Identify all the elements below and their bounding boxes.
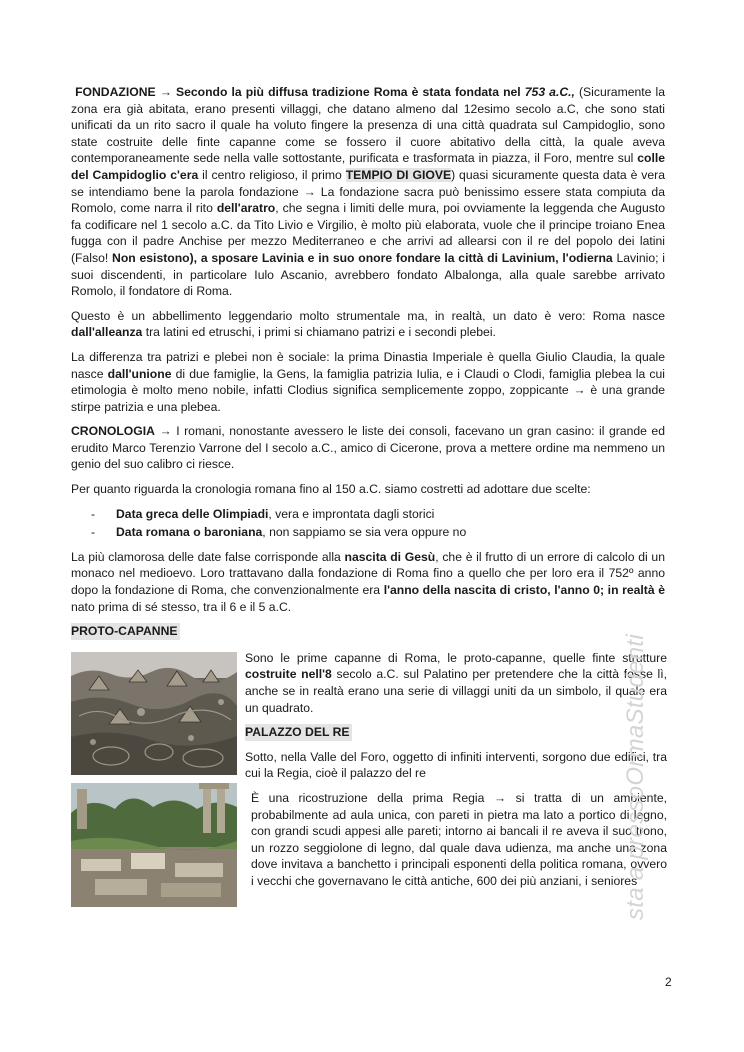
bold-run: dall'unione (107, 366, 172, 381)
text-run: → I romani, nonostante avessero le liste dei consoli, facevano un gran casino: il grande ed erudito Marco Terenzio Varrone del I secolo a.C., amico di Cicerone, prova a mettere ordine ma nemmeno un genio del suo calibro ci riesce. (71, 424, 665, 472)
text-run: La più clamorosa delle date false corrisponde alla (71, 549, 345, 564)
choices-list (71, 506, 665, 541)
text-run: Questo è un abbellimento leggendario molto strumentale ma, in realtà, un dato è vero: Roma nasce (71, 308, 665, 323)
bold-run: dall'alleanza (71, 325, 143, 340)
text-run: , non sappiamo se sia vera oppure no (262, 525, 467, 540)
bold-run: costruite nell'8 (245, 667, 332, 682)
list-item (91, 506, 665, 523)
text-run: il centro religioso, il primo (198, 167, 346, 182)
paragraph-scelte-intro: Per quanto riguarda la cronologia romana fino al 150 a.C. siamo costretti ad adottare due scelte: (71, 482, 591, 497)
heading-proto-capanne: PROTO-CAPANNE (71, 624, 178, 639)
bold-run: dell'aratro (216, 201, 276, 216)
watermark: sta a pressoOrmaStudenti (622, 633, 649, 920)
cronologia-heading: CRONOLOGIA (71, 424, 155, 439)
text-run: Lavinio; i suoi discendenti, in particolare Iulo Ascanio, avrebbero fondato Albalonga, alla quale sarebbe arrivato Romolo, il fondatore di Roma. (71, 250, 665, 299)
list-dash: - (91, 506, 96, 521)
fondazione-lead: FONDAZIONE → Secondo la più diffusa tradizione Roma è stata fondata nel (75, 85, 525, 99)
bold-run: Data greca delle Olimpiadi (116, 506, 269, 521)
text-run: , che segna i limiti delle mura, poi ovviamente la leggenda che Augusto fa codificare nel 1 secolo a.C. da Tito Livio e Virgilio, è molto più elaborata, vuole che il principe troiano Enea fugga con il padre Anchise per mezzo Mediterraneo e che arrivi ad allearsi con il re del popolo dei latini (Falso! (71, 201, 665, 265)
list-item (91, 524, 665, 541)
highlight-tempio-di-giove: TEMPIO DI GIOVE (345, 167, 452, 182)
bold-run: Non esistono), a sposare Lavinia e in suo onore fondare la città di Lavinium, l'odierna (112, 250, 613, 265)
text-run: di due famiglie, la Gens, la famiglia patrizia Iulia, e i Claudi o Clodi, famiglia plebea la cui etimologia è molto meno nobile, infatti Clodius significa semplicemente zoppo, zoppicante → è una grande stirpe patrizia e una plebea. (71, 366, 665, 414)
paragraph-cronologia (71, 423, 665, 473)
bold-run: Data romana o baroniana (116, 525, 263, 540)
text-run: tra latini ed etruschi, i primi si chiamano patrizi e i secondi plebei. (142, 325, 496, 340)
paragraph-abbellimento (71, 308, 665, 341)
paragraph-palazzo-re-1: Sotto, nella Valle del Foro, oggetto di infiniti interventi, sorgono due edifici, tra cui la Regia, cioè il palazzo del re (245, 749, 667, 781)
text-run: Sono le prime capanne di Roma, le proto-capanne, quelle finte strutture (245, 650, 667, 665)
heading-palazzo-del-re: PALAZZO DEL RE (245, 725, 350, 740)
fondazione-date: 753 a.C., (524, 85, 575, 99)
roman-forum-ruins-photo (71, 783, 237, 907)
page-content (71, 84, 665, 918)
proto-capanne-section (71, 650, 665, 918)
paragraph-proto-capanne (245, 650, 667, 716)
model-of-proto-huts-photo (71, 652, 237, 775)
paragraph-palazzo-re-2: È una ricostruzione della prima Regia → si tratta di un ambiente, probabilmente ad aula unica, con pareti in pietra ma lato a portico di legno, con grandi scudi appesi alle pareti; intorno ai bancali il re aveva il suo trono, un rozzo seggiolone di legno, dal quale dava udienza, ma anche una zona dove invitava a banchetto i principali esponenti della politica romana, ovvero i vecchi che governavano le città antiche, 600 dei più anziani, i seniores (251, 790, 667, 888)
bold-run: nascita di Gesù (344, 549, 436, 564)
proto-capanne-text (245, 650, 667, 898)
bold-run: l'anno della nascita di cristo, l'anno 0; in realtà è (383, 583, 666, 598)
text-run: ) quasi sicuramente questa data è vera se intendiamo bene la parola fondazione → La fondazione sacra può benissimo essere stata compiuta da Romolo, come narra il rito (71, 167, 665, 216)
list-dash: - (91, 525, 96, 540)
page-number: 2 (665, 975, 672, 989)
bold-run: colle del Campidoglio c'era (71, 151, 665, 182)
paragraph-differenza (71, 349, 665, 415)
text-run: nato prima di sé stesso, tra il 6 e il 5 a.C. (71, 599, 292, 614)
text-run: , che è il frutto di un errore di calcolo di un monaco nel medioevo. Loro trattavano dalla fondazione di Roma fino a quello che per loro era il 752º anno dopo la fondazione di Roma, che convenzionalmente era (71, 549, 665, 598)
text-run: (Sicuramente la zona era già abitata, erano presenti villaggi, che datano almeno dal 12esimo secolo a.C, che sono stati unificati da un rito sacro il quale ha voluto fingere la presenza di una città quadrata sul Campidoglio, sono state costruite delle finte capanne come se fossero il cuore abitativo della città, la quale aveva contemporaneamente sede nella valle sottostante, purificata e trasformata in piazza, il Foro, mentre sul (71, 85, 666, 166)
text-run: La differenza tra patrizi e plebei non è sociale: la prima Dinastia Imperiale è quella Giulio Claudia, la quale nasce (71, 349, 665, 381)
text-run: secolo a.C. sul Palatino per pretendere che la città fosse lì, anche se in realtà erano una serie di villaggi uniti da un simbolo, il quale era un quadrato. (245, 667, 667, 715)
paragraph-fondazione (71, 84, 665, 300)
paragraph-gesu (71, 549, 665, 615)
text-run: , vera e improntata dagli storici (268, 506, 435, 521)
